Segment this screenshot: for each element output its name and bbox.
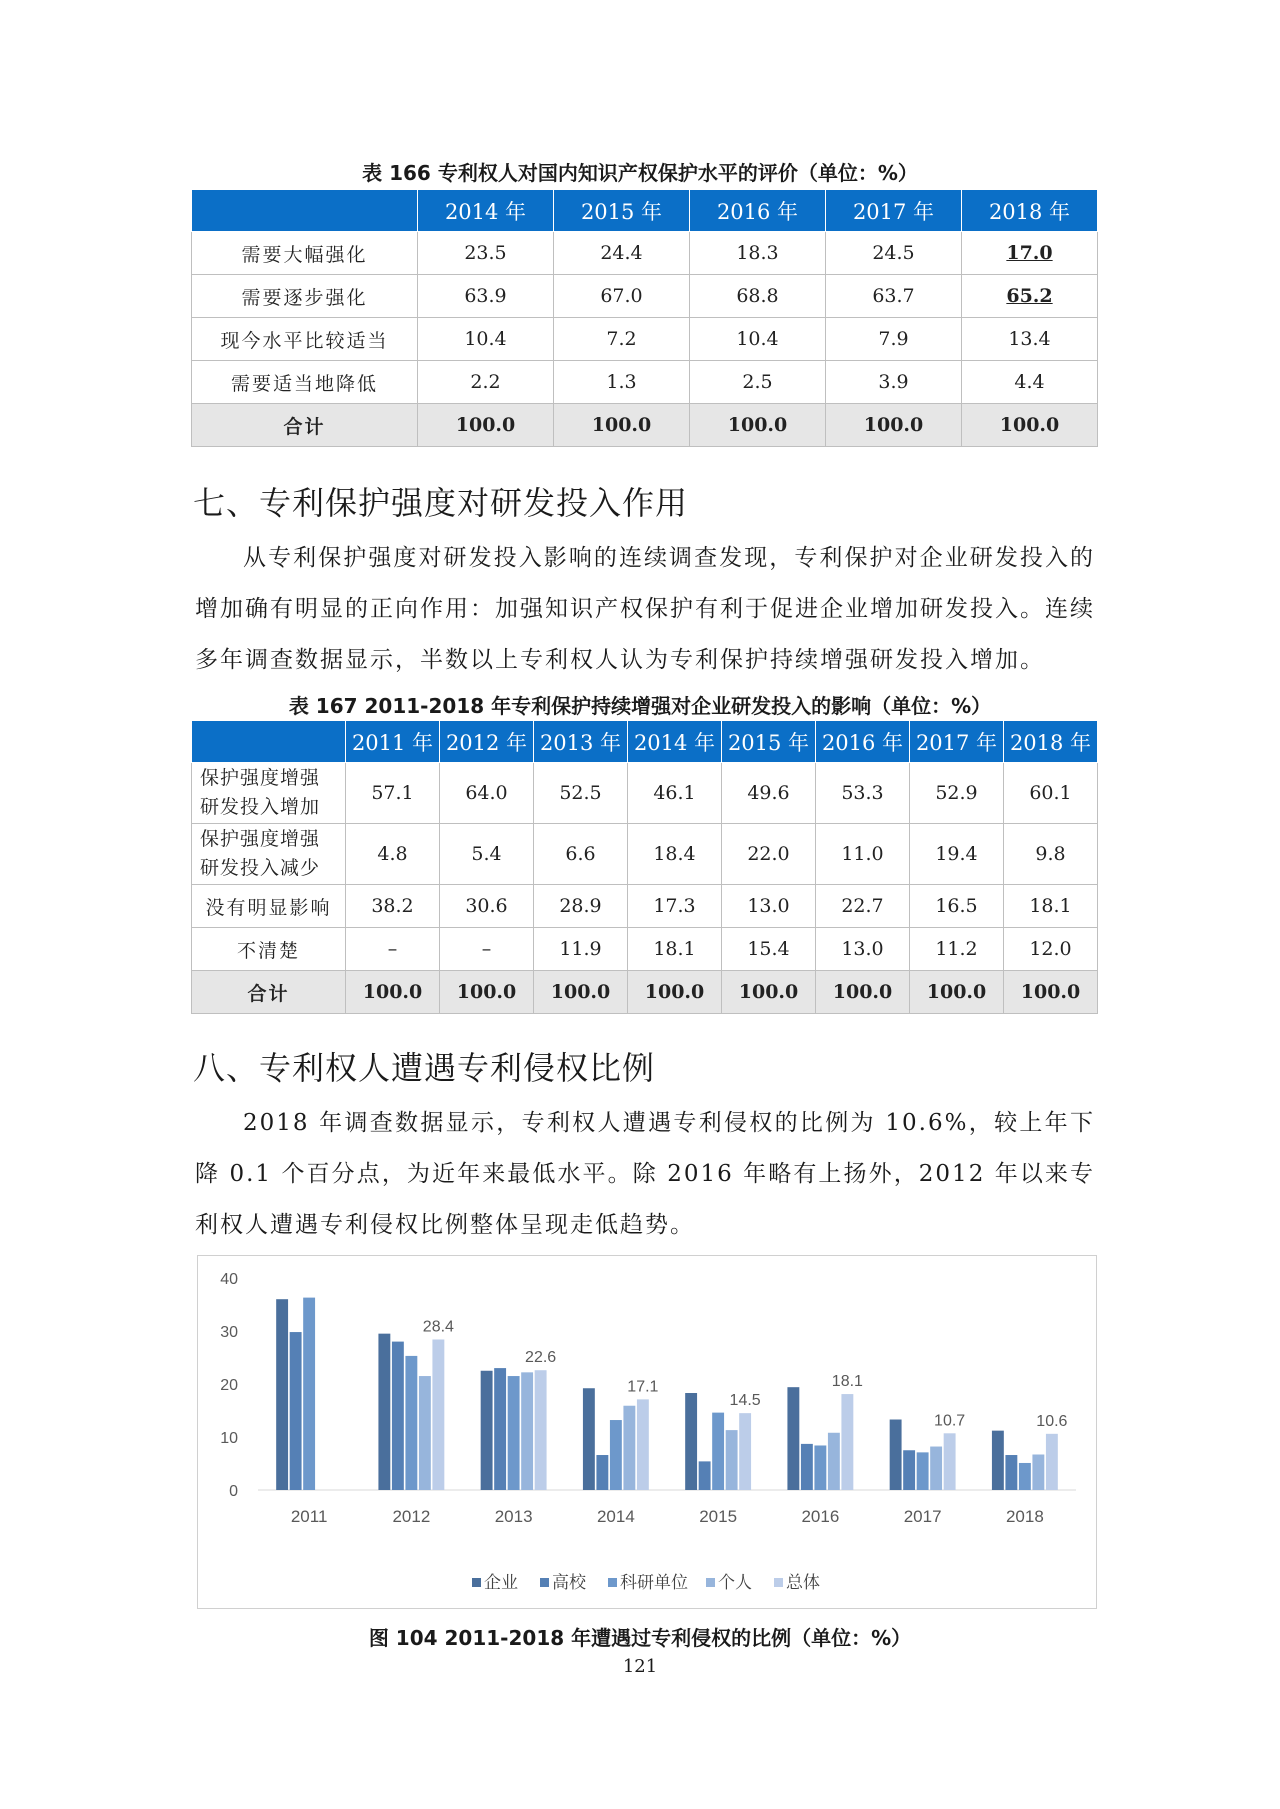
bar-个人 xyxy=(521,1372,533,1490)
value-cell: 68.8 xyxy=(690,275,826,318)
data-label: 28.4 xyxy=(422,1318,454,1336)
bar-总体 xyxy=(637,1399,649,1490)
data-label: 10.7 xyxy=(934,1412,966,1430)
table-row xyxy=(192,275,1098,318)
legend-swatch xyxy=(540,1578,549,1587)
header-cell: 2014 年 xyxy=(628,721,722,763)
value-cell: 1.3 xyxy=(554,361,690,404)
header-cell: 2014 年 xyxy=(418,190,554,232)
value-cell: 100.0 xyxy=(346,971,440,1014)
table167-caption: 表 167 2011-2018 年专利保护持续增强对企业研发投入的影响（单位：%） xyxy=(288,694,992,718)
data-label: 10.6 xyxy=(1036,1412,1068,1430)
bar-chart-svg xyxy=(198,1256,1096,1608)
bar-高校 xyxy=(392,1342,404,1490)
value-cell: 57.1 xyxy=(346,763,440,824)
value-cell: 52.9 xyxy=(910,763,1004,824)
y-tick-label: 30 xyxy=(220,1324,238,1341)
value-cell: 28.9 xyxy=(534,885,628,928)
header-cell xyxy=(192,190,418,232)
table167 xyxy=(191,720,1098,1014)
x-tick-label: 2012 xyxy=(392,1507,431,1526)
value-cell: 18.1 xyxy=(1004,885,1098,928)
value-cell: 52.5 xyxy=(534,763,628,824)
value-cell: 12.0 xyxy=(1004,928,1098,971)
bar-科研单位 xyxy=(917,1452,929,1490)
bar-科研单位 xyxy=(303,1298,315,1490)
value-cell: 64.0 xyxy=(440,763,534,824)
legend-swatch xyxy=(774,1578,783,1587)
value-cell: 3.9 xyxy=(826,361,962,404)
legend-label: 高校 xyxy=(552,1573,586,1593)
bar-企业 xyxy=(685,1393,697,1490)
value-cell: 22.0 xyxy=(722,824,816,885)
value-cell: 2.5 xyxy=(690,361,826,404)
bar-企业 xyxy=(378,1334,390,1490)
bar-科研单位 xyxy=(814,1445,826,1490)
value-cell: 100.0 xyxy=(722,971,816,1014)
bar-企业 xyxy=(787,1387,799,1490)
table-row xyxy=(192,361,1098,404)
value-cell: 100.0 xyxy=(910,971,1004,1014)
legend-label: 科研单位 xyxy=(620,1573,688,1593)
value-cell: 18.3 xyxy=(690,232,826,275)
table-row xyxy=(192,885,1098,928)
bar-总体 xyxy=(841,1394,853,1490)
header-cell: 2016 年 xyxy=(690,190,826,232)
table166 xyxy=(191,189,1098,447)
page-number: 121 xyxy=(622,1656,658,1677)
value-cell: 100.0 xyxy=(826,404,962,447)
value-cell: 10.4 xyxy=(418,318,554,361)
value-cell: 18.1 xyxy=(628,928,722,971)
row-label: 没有明显影响 xyxy=(192,885,346,928)
section7-title: 七、专利保护强度对研发投入作用 xyxy=(193,484,689,522)
value-cell: 100.0 xyxy=(534,971,628,1014)
legend-swatch xyxy=(706,1578,715,1587)
y-tick-label: 10 xyxy=(220,1430,238,1447)
row-label-line: 研发投入减少 xyxy=(200,857,321,879)
value-cell: 13.0 xyxy=(722,885,816,928)
value-cell: 30.6 xyxy=(440,885,534,928)
value-cell: 100.0 xyxy=(690,404,826,447)
legend-swatch xyxy=(472,1578,481,1587)
bar-高校 xyxy=(290,1332,302,1490)
bar-总体 xyxy=(535,1370,547,1490)
value-cell xyxy=(962,275,1098,318)
row-label: 现今水平比较适当 xyxy=(192,318,418,361)
value-cell: 4.4 xyxy=(962,361,1098,404)
x-tick-label: 2017 xyxy=(903,1507,942,1526)
value-cell: 23.5 xyxy=(418,232,554,275)
header-cell: 2015 年 xyxy=(554,190,690,232)
data-label: 17.1 xyxy=(627,1378,659,1396)
x-tick-label: 2014 xyxy=(596,1507,635,1526)
bar-个人 xyxy=(419,1376,431,1490)
section7-paragraph: 从专利保护强度对研发投入影响的连续调查发现，专利保护对企业研发投入的增加确有明显的正向作用：加强知识产权保护有利于促进企业增加研发投入。连续多年调查数据显示，半数以上专利权人认为专利保护持续增强研发投入增加。 xyxy=(195,545,1095,673)
data-label: 14.5 xyxy=(729,1392,761,1410)
value-cell: 6.6 xyxy=(534,824,628,885)
header-cell: 2017 年 xyxy=(826,190,962,232)
value-cell: 17.3 xyxy=(628,885,722,928)
bar-企业 xyxy=(992,1431,1004,1490)
bar-企业 xyxy=(583,1388,595,1490)
value-cell: 53.3 xyxy=(816,763,910,824)
value-cell: 100.0 xyxy=(554,404,690,447)
value-cell: 18.4 xyxy=(628,824,722,885)
row-label-line: 保护强度增强 xyxy=(200,767,321,789)
y-tick-label: 0 xyxy=(229,1483,238,1500)
bar-个人 xyxy=(1032,1454,1044,1490)
bar-高校 xyxy=(699,1461,711,1490)
value-cell: 67.0 xyxy=(554,275,690,318)
value-cell: 46.1 xyxy=(628,763,722,824)
table-row xyxy=(192,971,1098,1014)
legend-swatch xyxy=(608,1578,617,1587)
value-cell: 16.5 xyxy=(910,885,1004,928)
x-tick-label: 2016 xyxy=(801,1507,840,1526)
bar-个人 xyxy=(828,1433,840,1490)
bar-高校 xyxy=(1005,1455,1017,1490)
header-cell: 2018 年 xyxy=(1004,721,1098,763)
value-cell: – xyxy=(346,928,440,971)
value-cell: 49.6 xyxy=(722,763,816,824)
value-cell: 100.0 xyxy=(1004,971,1098,1014)
value-cell: 13.0 xyxy=(816,928,910,971)
header-cell: 2018 年 xyxy=(962,190,1098,232)
value-cell: 60.1 xyxy=(1004,763,1098,824)
value-cell: 4.8 xyxy=(346,824,440,885)
value-cell xyxy=(962,232,1098,275)
row-label: 合计 xyxy=(192,971,346,1014)
value-cell: 11.2 xyxy=(910,928,1004,971)
bar-企业 xyxy=(276,1299,288,1490)
bar-企业 xyxy=(890,1420,902,1490)
row-label-line: 保护强度增强 xyxy=(200,828,321,850)
row-label xyxy=(192,763,346,824)
value-cell: 5.4 xyxy=(440,824,534,885)
y-tick-label: 40 xyxy=(220,1271,238,1288)
data-label: 22.6 xyxy=(525,1349,557,1367)
bar-总体 xyxy=(1046,1434,1058,1490)
highlighted-value: 17.0 xyxy=(1006,242,1053,264)
bar-总体 xyxy=(944,1433,956,1490)
bar-高校 xyxy=(596,1455,608,1490)
table166-header-row xyxy=(192,190,1098,232)
data-label: 18.1 xyxy=(831,1373,863,1391)
section8-title: 八、专利权人遭遇专利侵权比例 xyxy=(193,1049,656,1087)
table-row xyxy=(192,928,1098,971)
table-row xyxy=(192,763,1098,824)
value-cell: 24.4 xyxy=(554,232,690,275)
legend-label: 企业 xyxy=(484,1573,518,1593)
header-cell: 2017 年 xyxy=(910,721,1004,763)
value-cell: 7.2 xyxy=(554,318,690,361)
value-cell: 11.9 xyxy=(534,928,628,971)
table-row xyxy=(192,318,1098,361)
section8-paragraph: 2018 年调查数据显示，专利权人遭遇专利侵权的比例为 10.6%，较上年下降 0.1 个百分点，为近年来最低水平。除 2016 年略有上扬外，2012 年以来专利权人遭遇专利侵权比例整体呈现走低趋势。 xyxy=(195,1110,1095,1238)
value-cell: 10.4 xyxy=(690,318,826,361)
table-row xyxy=(192,404,1098,447)
header-cell xyxy=(192,721,346,763)
y-tick-label: 20 xyxy=(220,1377,238,1394)
table-row xyxy=(192,232,1098,275)
value-cell: 7.9 xyxy=(826,318,962,361)
row-label: 需要大幅强化 xyxy=(192,232,418,275)
bar-总体 xyxy=(739,1413,751,1490)
x-tick-label: 2013 xyxy=(494,1507,533,1526)
header-cell: 2015 年 xyxy=(722,721,816,763)
bar-个人 xyxy=(726,1430,738,1490)
row-label: 合计 xyxy=(192,404,418,447)
row-label xyxy=(192,824,346,885)
header-cell: 2012 年 xyxy=(440,721,534,763)
value-cell: 13.4 xyxy=(962,318,1098,361)
bar-科研单位 xyxy=(405,1356,417,1490)
bar-科研单位 xyxy=(508,1376,520,1490)
x-tick-label: 2015 xyxy=(699,1507,738,1526)
legend-label: 总体 xyxy=(786,1573,820,1593)
value-cell: 2.2 xyxy=(418,361,554,404)
row-label: 不清楚 xyxy=(192,928,346,971)
value-cell: 24.5 xyxy=(826,232,962,275)
value-cell: 19.4 xyxy=(910,824,1004,885)
table167-header-row xyxy=(192,721,1098,763)
value-cell: 9.8 xyxy=(1004,824,1098,885)
row-label: 需要适当地降低 xyxy=(192,361,418,404)
bar-科研单位 xyxy=(610,1420,622,1490)
x-tick-label: 2018 xyxy=(1005,1507,1044,1526)
value-cell: 100.0 xyxy=(418,404,554,447)
value-cell: 15.4 xyxy=(722,928,816,971)
value-cell: 100.0 xyxy=(628,971,722,1014)
bar-高校 xyxy=(903,1450,915,1490)
bar-个人 xyxy=(930,1447,942,1490)
x-tick-label: 2011 xyxy=(290,1507,328,1526)
figure104-chart xyxy=(197,1255,1097,1609)
bar-企业 xyxy=(481,1371,493,1490)
value-cell: 100.0 xyxy=(816,971,910,1014)
table-row xyxy=(192,824,1098,885)
row-label: 需要逐步强化 xyxy=(192,275,418,318)
bar-高校 xyxy=(494,1368,506,1490)
header-cell: 2016 年 xyxy=(816,721,910,763)
value-cell: 38.2 xyxy=(346,885,440,928)
header-cell: 2013 年 xyxy=(534,721,628,763)
header-cell: 2011 年 xyxy=(346,721,440,763)
value-cell: 63.7 xyxy=(826,275,962,318)
legend-label: 个人 xyxy=(718,1573,752,1593)
figure104-caption: 图 104 2011-2018 年遭遇过专利侵权的比例（单位：%） xyxy=(368,1626,912,1650)
value-cell: 22.7 xyxy=(816,885,910,928)
bar-科研单位 xyxy=(1019,1463,1031,1490)
value-cell: 11.0 xyxy=(816,824,910,885)
row-label-line: 研发投入增加 xyxy=(200,796,321,818)
highlighted-value: 65.2 xyxy=(1006,285,1053,307)
table166-caption: 表 166 专利权人对国内知识产权保护水平的评价（单位：%） xyxy=(362,161,918,185)
value-cell: 100.0 xyxy=(962,404,1098,447)
bar-高校 xyxy=(801,1444,813,1490)
value-cell: 100.0 xyxy=(440,971,534,1014)
value-cell: 63.9 xyxy=(418,275,554,318)
bar-总体 xyxy=(432,1339,444,1490)
bar-个人 xyxy=(623,1406,635,1490)
bar-科研单位 xyxy=(712,1413,724,1490)
value-cell: – xyxy=(440,928,534,971)
